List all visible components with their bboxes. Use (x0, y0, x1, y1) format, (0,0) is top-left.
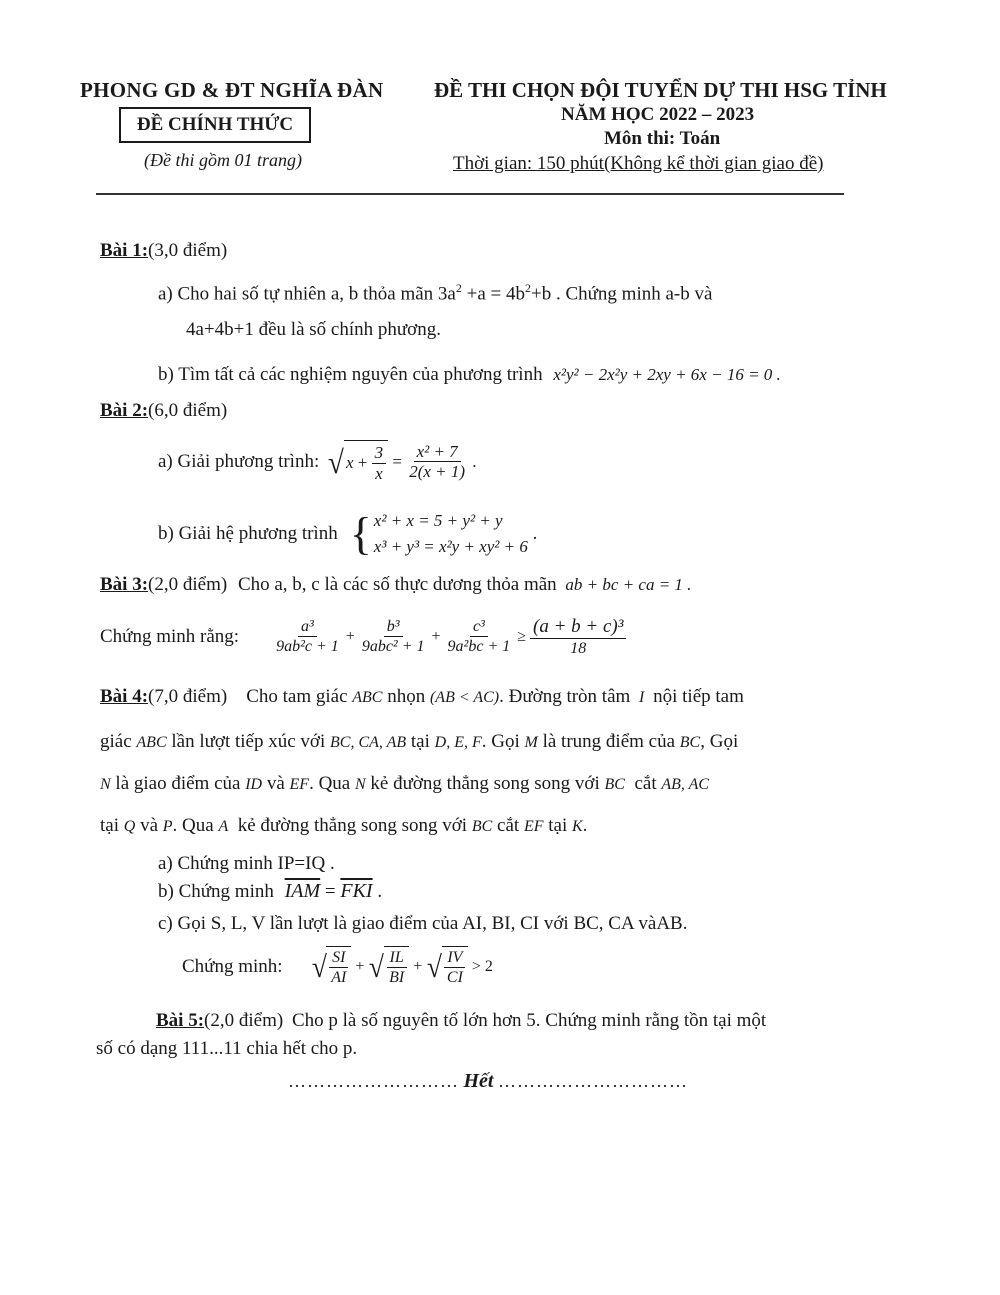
problem-4a: a) Chứng minh IP=IQ . (158, 853, 335, 874)
problem-1-points: (3,0 điểm) (148, 240, 228, 261)
text: kẻ đường thẳng song song với (237, 815, 468, 836)
problem-4c-inequality (182, 946, 493, 988)
exam-time: Thời gian: 150 phút(Không kể thời gian giao đề) (453, 153, 824, 174)
text: là giao điểm của (115, 773, 241, 794)
text: +b . Chứng minh a-b và (531, 283, 713, 305)
inequality-4c: √ $\frac{SI}{AI}$ + √ $\frac{IL}{BI}$ + √ $\frac{IV}{CI}$ > 2 (311, 946, 493, 988)
text: a) Giải phương trình: (158, 450, 320, 472)
condition: ab + bc + ca = 1 . (565, 575, 692, 594)
text: Chứng minh: (182, 955, 283, 977)
inequality-3: $\frac{\text{a³}}{\text{9ab²c + 1}}$ + $\frac{\text{b³}}{\text{9abc² + 1}}$ + $\frac{\text{c³}}{\text{9a²bc + 1}}$ ≥ $\frac{\text{(a + b + c)³}}{18}$ (273, 616, 626, 658)
problem-4-line3: N là giao điểm của ID và EF. Qua N kẻ đường thẳng song song với BC cắt AB, AC (100, 773, 710, 794)
exam-title: ĐỀ THI CHỌN ĐỘI TUYỂN DỰ THI HSG TỈNH (434, 78, 887, 102)
system-row-1: x² + x = 5 + y² + y (373, 511, 503, 530)
text: b) Chứng minh (158, 881, 274, 902)
problem-1-label: Bài 1: (100, 240, 149, 261)
problem-2-label: Bài 2: (100, 400, 149, 421)
text: là trung điểm của (542, 731, 676, 752)
problem-2b: b) Giải hệ phương trình { x² + x = 5 + y² + y x³ + y³ = x²y + xy² + 6 . (158, 507, 538, 559)
equation-2a: √ x + $\frac{3}{x}$ = $\frac{\text{x² + 7}}{2(x + 1)}$ . (328, 441, 477, 483)
problem-4b: b) Chứng minh $\overline{IAM} = \overline{FKI}$ . (158, 880, 383, 902)
problem-4-points: (7,0 điểm) (148, 686, 228, 707)
problem-3-points: (2,0 điểm) (148, 574, 228, 595)
problem-4-line2: giác ABC lần lượt tiếp xúc với BC, CA, AB tại D, E, F. Gọi M là trung điểm của BC, Gọi (100, 731, 739, 752)
text: a) Cho hai số tự nhiên a, b thỏa mãn 3a (158, 283, 456, 305)
department-name: PHONG GD & ĐT NGHĨA ĐÀN (80, 78, 384, 102)
problem-2-points: (6,0 điểm) (148, 400, 228, 421)
end-word: Hết (463, 1070, 494, 1092)
text: giác (100, 731, 132, 752)
text: tại (548, 815, 568, 836)
page-count-note: (Đề thi gồm 01 trang) (144, 150, 302, 170)
problem-3-inequality (100, 616, 626, 658)
text: +a = 4b (461, 283, 525, 305)
equation-system-2b: { x² + x = 5 + y² + y x³ + y³ = x²y + xy² + 6 (349, 507, 528, 559)
text: . Qua (172, 815, 214, 836)
problem-5-line1 (156, 1010, 766, 1032)
text: cắt (634, 773, 657, 794)
text: , Gọi (700, 731, 739, 752)
problem-1a-line1: a) Cho hai số tự nhiên a, b thỏa mãn $3a^2 +a = 4b^2+b$ . Chứng minh a-b và (158, 281, 713, 305)
problem-4c: c) Gọi S, L, V lần lượt là giao điểm của AI, BI, CI với BC, CA vàAB. (158, 913, 688, 934)
text: nội tiếp tam (653, 686, 744, 707)
end-marker (288, 1070, 688, 1093)
text: . Gọi (481, 731, 520, 752)
dots: ………………………… (498, 1071, 688, 1091)
problem-4-line1: Bài 4:(7,0 điểm) Cho tam giác ABC nhọn (AB < AC). Đường tròn tâm I nội tiếp tam (100, 686, 744, 707)
system-row-2: x³ + y³ = x²y + xy² + 6 (373, 536, 528, 556)
text: tại (100, 815, 119, 836)
text: cắt (497, 815, 520, 836)
problem-5-line2: số có dạng 111...11 chia hết cho p. (96, 1038, 358, 1059)
problem-5-points: (2,0 điểm) (204, 1010, 284, 1031)
text: lần lượt tiếp xúc với (171, 731, 326, 752)
equation-1b: x²y² − 2x²y + 2xy + 6x − 16 = 0 . (553, 365, 781, 384)
text: b) Giải hệ phương trình (158, 522, 338, 544)
text: nhọn (387, 686, 426, 707)
text: tại (410, 731, 430, 752)
text: và (266, 773, 285, 794)
problem-4-label: Bài 4: (100, 686, 149, 707)
dots: ……………………… (288, 1071, 459, 1091)
text: . Qua (309, 773, 351, 794)
problem-1b (158, 364, 781, 386)
problem-3-label: Bài 3: (100, 574, 149, 595)
text: . Đường tròn tâm (499, 686, 631, 707)
school-year: NĂM HỌC 2022 – 2023 (561, 104, 755, 125)
problem-2a (158, 440, 477, 484)
text: Cho a, b, c là các số thực dương thỏa mãn (237, 574, 557, 595)
text: b) Tìm tất cả các nghiệm nguyên của phương trình (158, 364, 543, 385)
header-divider (96, 193, 844, 195)
text: Chứng minh rằng: (100, 626, 240, 648)
official-exam-box: ĐỀ CHÍNH THỨC (119, 107, 311, 143)
subject: Môn thi: Toán (604, 128, 721, 149)
problem-3-heading (100, 574, 691, 596)
problem-1a-line2: 4a+4b+1 đều là số chính phương. (186, 319, 441, 340)
problem-4-line4: tại Q và P. Qua A kẻ đường thẳng song song với BC cắt EF tại K. (100, 815, 588, 836)
problem-2-heading (100, 400, 227, 422)
text: và (140, 815, 158, 836)
problem-5-label: Bài 5: (156, 1010, 205, 1031)
text: Cho p là số nguyên tố lớn hơn 5. Chứng minh rằng tồn tại một (291, 1010, 767, 1031)
text: Cho tam giác (246, 686, 348, 707)
text: kẻ đường thẳng song song với (370, 773, 600, 794)
problem-1-heading (100, 240, 227, 262)
